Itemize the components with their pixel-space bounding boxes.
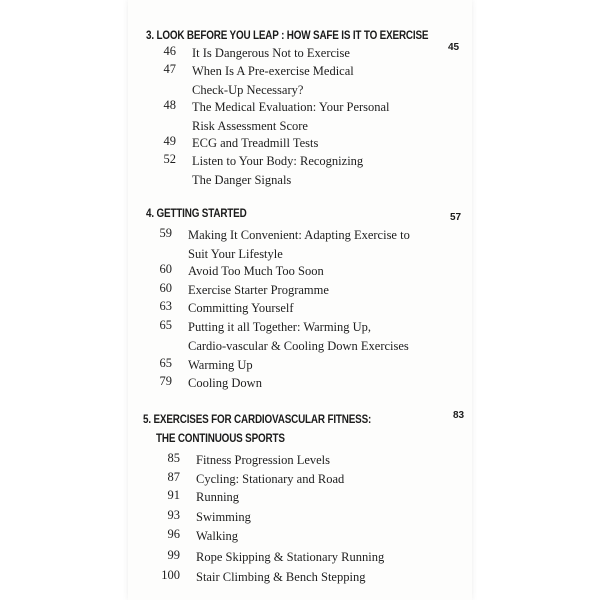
entry-page-number: 99 (167, 548, 180, 562)
entry-title: The Medical Evaluation: Your Personal Risk Assessment Score (192, 100, 390, 133)
entry-page-number: 85 (167, 451, 180, 465)
entry-page-number: 100 (161, 568, 180, 582)
entry-page-number: 65 (159, 356, 172, 370)
section-5-page-number: 83 (453, 410, 465, 421)
entry-page-number: 60 (159, 281, 172, 295)
entry-title: Exercise Starter Programme (188, 283, 329, 297)
entry-page-number: 59 (159, 226, 172, 240)
entry-title: Listen to Your Body: Recognizing The Danger Signals (192, 154, 364, 187)
entry-page-number: 87 (167, 470, 180, 484)
entry-title: Fitness Progression Levels (196, 453, 331, 467)
entry-title: Swimming (196, 510, 251, 524)
entry-title: It Is Dangerous Not to Exercise (192, 46, 350, 60)
entry-title: Making It Convenient: Adapting Exercise to Suit Your Lifestyle (188, 228, 410, 261)
entry-title: Warming Up (188, 358, 253, 372)
entry-title: ECG and Treadmill Tests (192, 136, 319, 150)
entry-title: Stair Climbing & Bench Stepping (196, 570, 366, 584)
entry-page-number: 79 (159, 374, 172, 388)
section-4-page-number: 57 (450, 212, 462, 223)
entry-title: When Is A Pre-exercise Medical Check-Up Necessary? (192, 64, 354, 97)
entry-page-number: 47 (163, 62, 176, 76)
section-3-page-number: 45 (448, 42, 460, 53)
entry-title: Rope Skipping & Stationary Running (196, 550, 385, 564)
entry-page-number: 96 (167, 527, 180, 541)
section-5-subheading: THE CONTINUOUS SPORTS (156, 433, 285, 445)
entry-title: Running (196, 490, 240, 504)
entry-page-number: 48 (163, 98, 176, 112)
entry-page-number: 46 (163, 44, 176, 58)
entry-page-number: 93 (167, 508, 180, 522)
entry-title: Putting it all Together: Warming Up, Cardio-vascular & Cooling Down Exercises (188, 320, 409, 353)
entry-page-number: 52 (163, 152, 176, 166)
entry-page-number: 49 (163, 134, 176, 148)
entry-title: Walking (196, 529, 239, 543)
entry-page-number: 63 (159, 299, 172, 313)
section-5-heading: 5. EXERCISES FOR CARDIOVASCULAR FITNESS: (143, 414, 372, 426)
entry-title: Avoid Too Much Too Soon (188, 264, 324, 278)
entry-title: Committing Yourself (188, 301, 294, 315)
section-3-heading: 3. LOOK BEFORE YOU LEAP : HOW SAFE IS IT TO EXERCISE (146, 30, 429, 42)
entry-title: Cooling Down (188, 376, 262, 390)
entry-page-number: 65 (159, 318, 172, 332)
entry-title: Cycling: Stationary and Road (196, 472, 345, 486)
section-4-heading: 4. GETTING STARTED (146, 208, 247, 220)
entry-page-number: 91 (167, 488, 180, 502)
entry-page-number: 60 (159, 262, 172, 276)
